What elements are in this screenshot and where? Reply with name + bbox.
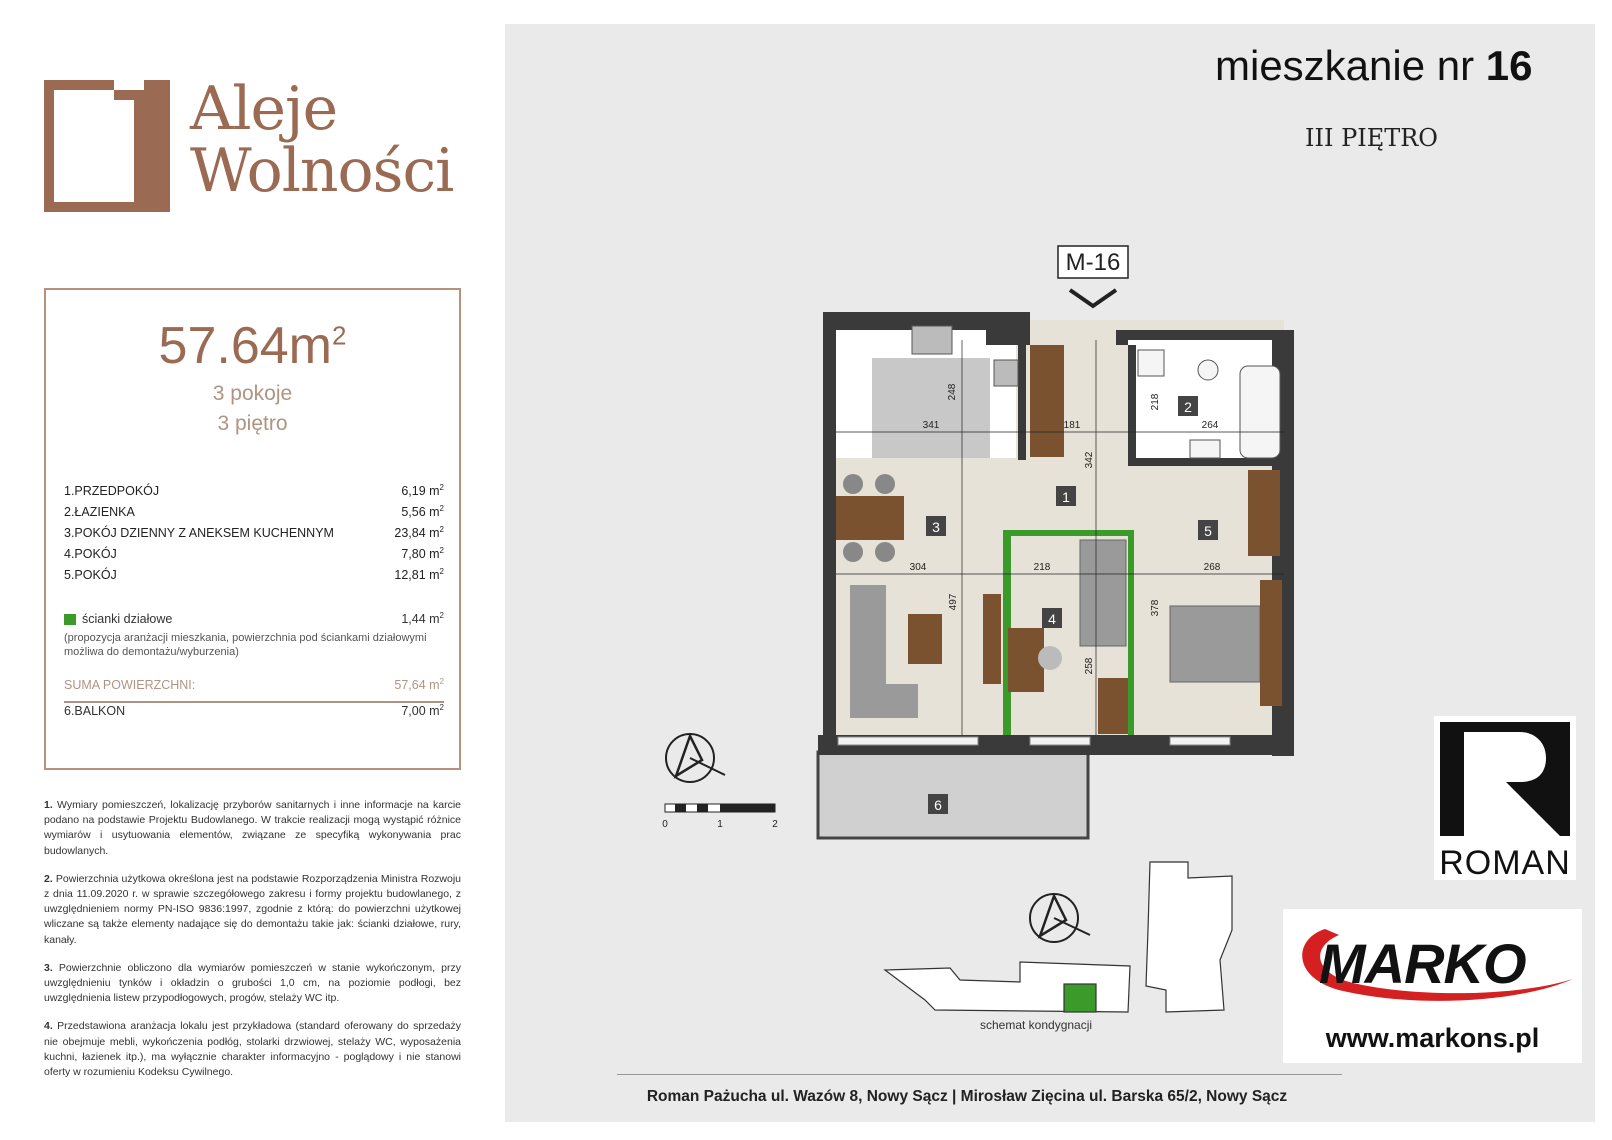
total-area-exponent: 2: [331, 320, 347, 351]
wardrobe: [1248, 470, 1280, 556]
footnote-text: Wymiary pomieszczeń, lokalizację przyborów sanitarnych i inne informacje na karcie podano na podstawie Projektu Budowlanego. W trakcie realizacji mogą wystąpić różnice wymiarów i usytuowania elementów, związane ze specyfiką wykonywania prac budowlanych.: [44, 799, 461, 857]
room-name: 1.PRZEDPOKÓJ: [64, 483, 160, 498]
total-area-exponent: 2: [439, 676, 444, 686]
room-name: 3.POKÓJ DZIENNY Z ANEKSEM KUCHENNYM: [64, 525, 334, 540]
room-row: [64, 522, 444, 543]
footnotes: [44, 798, 461, 1093]
brand-name: [190, 74, 454, 206]
apartment-number: 16: [1485, 42, 1533, 89]
window-south-3: [1170, 737, 1230, 745]
room-area: 12,81 m: [394, 568, 440, 583]
dimension-label: 342: [1084, 451, 1095, 469]
left-panel: [0, 0, 505, 1140]
room-number: 5: [1204, 523, 1212, 539]
wall-hall-west: [1018, 340, 1026, 460]
wardrobe: [983, 594, 1001, 684]
room-row: [64, 501, 444, 522]
footnote-text: Powierzchnia użytkowa określona jest na podstawie Rozporządzenia Ministra Rozwoju z dnia 11.09.2020 r. w sprawie szczegółowego zakresu i formy projektu budowlanego, z uwzględnieniem normy PN-ISO 9836:1997, zgodnie z którą: do powierzchni użytkowej wliczane są także elementy nadające się do demontażu takie jak: ścianki działowe, rury, kanały.: [44, 872, 462, 946]
footnote: [44, 1019, 461, 1080]
bed: [1170, 606, 1260, 682]
footnote: [44, 961, 461, 1007]
scale-tick: 0: [662, 819, 668, 830]
footnote-number: 1.: [44, 799, 53, 811]
room-number: 6: [934, 797, 942, 813]
balcony-area-exponent: 2: [439, 702, 444, 712]
window-south-2: [1030, 737, 1090, 745]
partition-swatch: [64, 614, 76, 625]
wardrobe: [1030, 345, 1064, 457]
dining-table: [836, 496, 904, 540]
dimension-label: 378: [1150, 599, 1161, 617]
wardrobe: [1098, 678, 1128, 734]
room-area: 7,80 m: [401, 547, 440, 562]
room-name: 5.POKÓJ: [64, 567, 117, 582]
roman-logo-mark: [1434, 716, 1576, 846]
dimension-label: 264: [1201, 420, 1219, 431]
marko-logo: [1283, 909, 1582, 1063]
room-name: 4.POKÓJ: [64, 546, 117, 561]
marko-logo-text: MARKO: [1319, 932, 1526, 995]
partition-wall: [1003, 530, 1131, 536]
sink-icon: [994, 360, 1018, 386]
scale-tick: 2: [772, 819, 778, 830]
chair: [875, 474, 895, 494]
room-area-exponent: 2: [439, 566, 444, 576]
balcony-name: 6.BALKON: [64, 703, 126, 718]
wall-bath-west: [1128, 345, 1136, 465]
total-area-value: 57.64m: [158, 317, 332, 375]
room-row: [64, 543, 444, 564]
partition-area: 1,44 m: [401, 612, 440, 627]
dimension-label: 497: [948, 593, 959, 611]
wall-bath-south: [1128, 458, 1274, 466]
chair: [875, 542, 895, 562]
dimension-label: 218: [1150, 393, 1161, 411]
dimension-label: 341: [922, 420, 940, 431]
partition-wall: [1128, 530, 1134, 735]
partition-walls: [64, 608, 444, 659]
footnote-number: 4.: [44, 1020, 53, 1033]
total-area: 57,64 m: [394, 678, 440, 693]
partition-label: ścianki działowe: [82, 611, 173, 626]
room-area-exponent: 2: [439, 503, 444, 513]
room-list: [64, 480, 444, 585]
room-number: 1: [1062, 489, 1070, 505]
room-row: [64, 564, 444, 585]
total-area-row: [64, 674, 444, 703]
chair: [843, 474, 863, 494]
chair: [843, 542, 863, 562]
room-area: 6,19 m: [401, 484, 440, 499]
footnote-text: Powierzchnie obliczono dla wymiarów pomieszczeń w stanie wykończonym, przy uwzględnieniu tynków i okładzin o grubości 1,0 cm, na poziomie podłogi, bez uwzględnienia listew przypodłogowych, progów, stelaży WC itp.: [44, 961, 462, 1005]
dimension-label: 218: [1033, 562, 1051, 573]
title-prefix: mieszkanie nr: [1215, 42, 1475, 89]
room-number: 2: [1184, 399, 1192, 415]
floor-heading: III PIĘTRO: [1305, 124, 1438, 152]
partition-note: (propozycja aranżacji mieszkania, powierzchnia pod ściankami działowymi możliwa do demontażu/wyburzenia): [64, 632, 427, 658]
balcony-area: 7,00 m: [401, 704, 440, 719]
schema-caption: schemat kondygnacji: [980, 1018, 1093, 1032]
room-area: 5,56 m: [401, 505, 440, 520]
dimension-label: 258: [1084, 657, 1095, 675]
footnote: [44, 872, 461, 948]
washbasin-icon: [1190, 440, 1220, 458]
area-summary-box: [44, 288, 461, 770]
roman-logo: [1434, 716, 1576, 880]
footnote: [44, 798, 461, 859]
building-schema: [885, 862, 1232, 1012]
floor-label: 3 piętro: [217, 412, 288, 435]
entrance-arrow-icon: [1070, 290, 1116, 306]
room-area-exponent: 2: [439, 545, 444, 555]
room-area-exponent: 2: [439, 524, 444, 534]
rooms-count: 3 pokoje: [212, 382, 293, 405]
unit-tag: M-16: [1065, 249, 1121, 276]
bathtub-icon: [1240, 366, 1280, 458]
room-row: [64, 480, 444, 501]
room-number: 3: [932, 519, 940, 535]
balcony-row: [64, 700, 444, 721]
window-south-1: [838, 737, 978, 745]
total-label: SUMA POWIERZCHNI:: [64, 677, 196, 692]
footnote-number: 3.: [44, 961, 53, 974]
partition-area-exponent: 2: [439, 610, 444, 620]
coffee-table: [908, 614, 942, 664]
north-arrow-icon: [666, 734, 725, 782]
washing-machine-icon: [1138, 350, 1164, 376]
toilet-icon: [1198, 360, 1218, 380]
bed: [1080, 540, 1126, 646]
marko-url: www.markons.pl: [1325, 1023, 1540, 1053]
dimension-label: 248: [947, 383, 958, 401]
room-area: 23,84 m: [394, 526, 440, 541]
room-name: 2.ŁAZIENKA: [64, 504, 135, 519]
cooktop-icon: [912, 326, 952, 354]
scale-bar: [665, 804, 775, 812]
brand-logo-mark: [44, 80, 170, 212]
dimension-label: 304: [909, 562, 927, 573]
footnote-number: 2.: [44, 872, 53, 885]
dimension-label: 181: [1063, 420, 1081, 431]
footnote-text: Przedstawiona aranżacja lokalu jest przykładowa (standard oferowany do sprzedaży nie obejmuje mebli, wykończenia podłóg, stolarki drzwiowej, stelaży WC, wyposażenia kuchni, łazienek itp.), ma wyłącznie charakter informacyjno - poglądowy i nie stanowi oferty w rozumieniu Kodeksu Cywilnego.: [44, 1020, 461, 1079]
scale-tick: 1: [717, 819, 723, 830]
schema-north-arrow-icon: [1030, 894, 1090, 942]
balcony-area: [818, 752, 1088, 838]
nightstand: [1260, 580, 1282, 706]
chair: [1038, 646, 1062, 670]
brand-line1: Aleje: [190, 74, 338, 144]
brand-line2: Wolności: [190, 136, 454, 206]
footer-addresses: Roman Pażucha ul. Wazów 8, Nowy Sącz | Mirosław Zięcina ul. Barska 65/2, Nowy Sącz: [646, 1088, 1288, 1105]
total-area-heading: [46, 316, 459, 376]
kitchen-counter: [872, 358, 990, 458]
room-area-exponent: 2: [439, 482, 444, 492]
roman-logo-text: ROMAN: [1439, 844, 1571, 882]
room-number: 4: [1048, 611, 1056, 627]
dimension-label: 268: [1203, 562, 1221, 573]
footer-divider: [617, 1074, 1342, 1075]
